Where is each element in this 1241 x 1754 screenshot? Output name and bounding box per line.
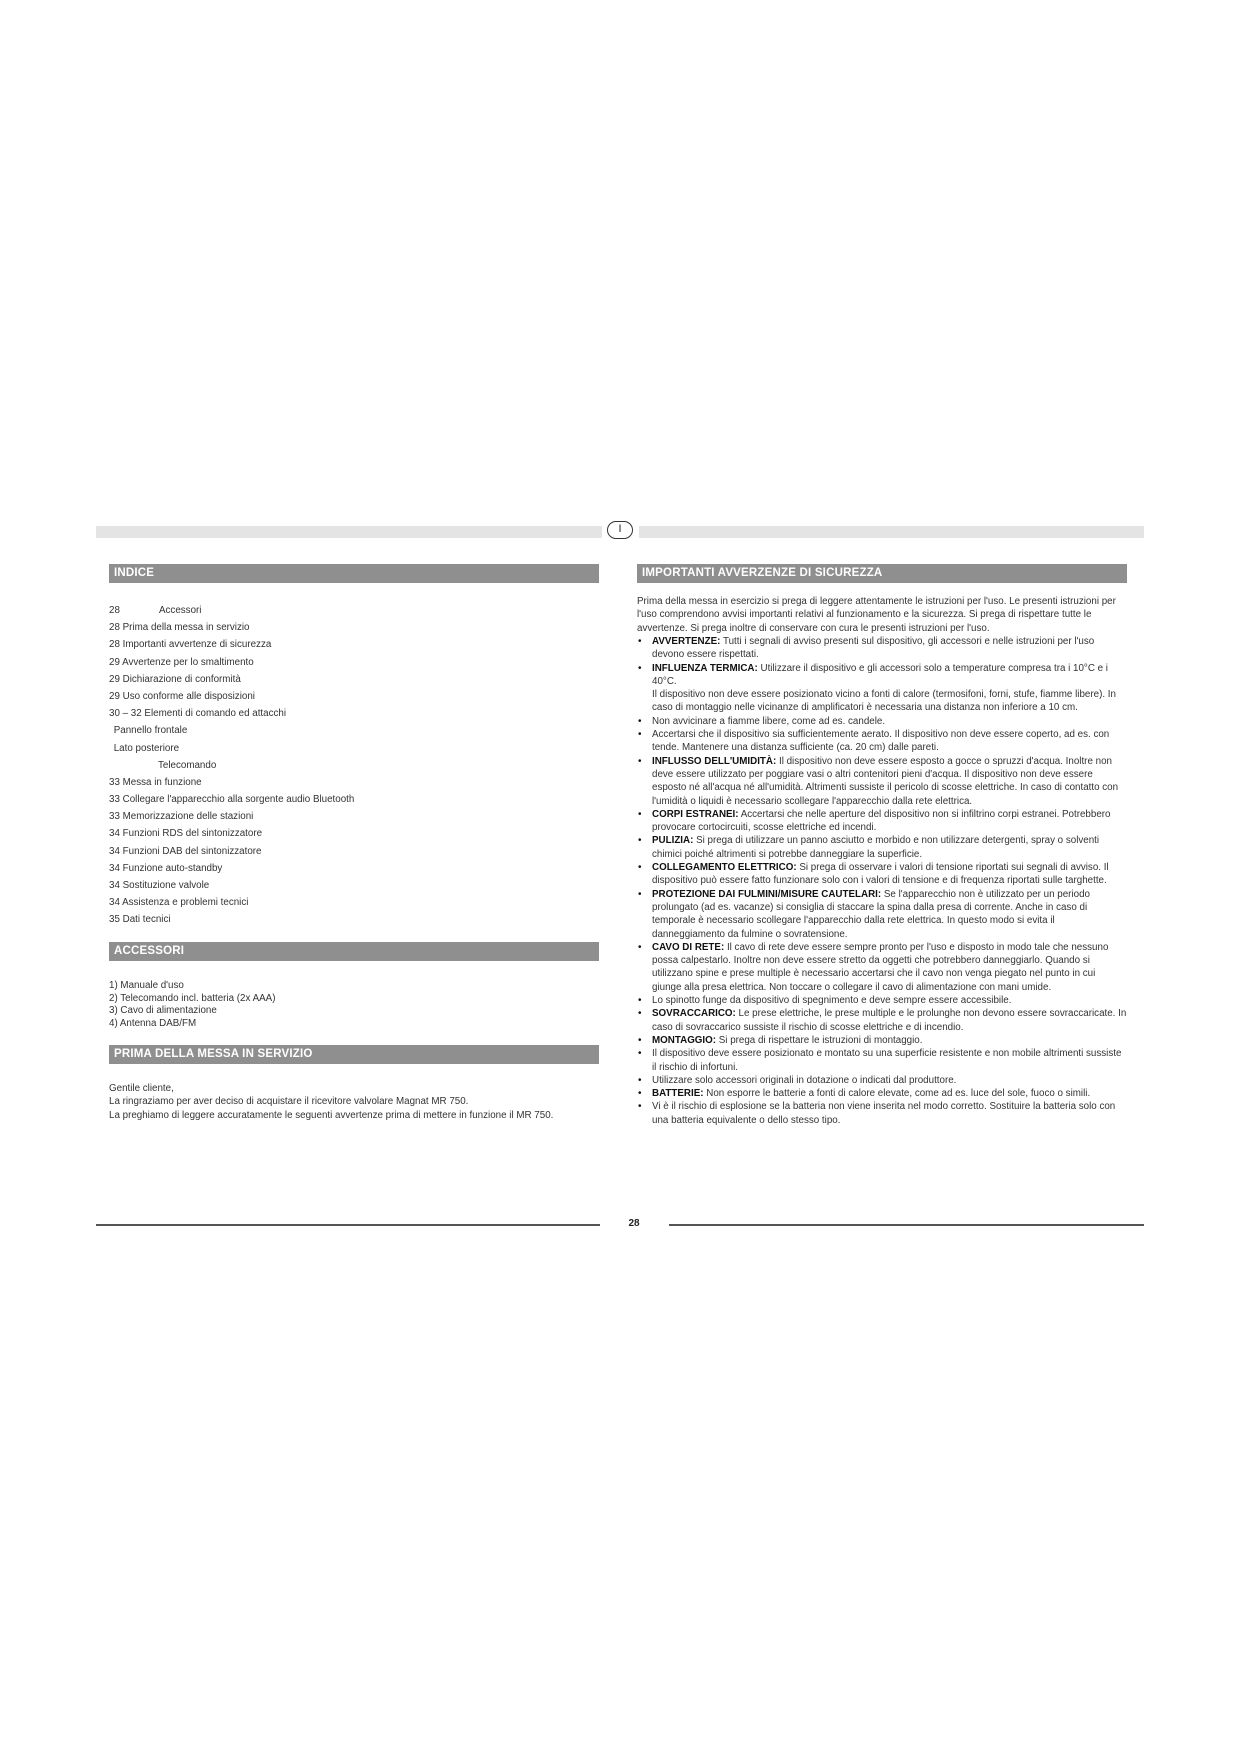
bullet-icon: •: [638, 715, 642, 727]
safety-item: • Lo spinotto funge da dispositivo di spegnimento e deve sempre essere accessibile.: [638, 995, 1012, 1007]
list-item: 2) Telecomando incl. batteria (2x AAA): [109, 992, 276, 1004]
index-heading: INDICE: [109, 564, 599, 583]
safety-item: • CORPI ESTRANEI: Accertarsi che nelle aperture del dispositivo non si infiltrino corpi estranei. Potrebbero provocare cortocircuiti, scosse elettriche ed incendi.: [638, 808, 1111, 834]
before-use-text: [109, 1082, 599, 1122]
bullet-icon: •: [638, 888, 642, 900]
footer-rule-left: [96, 1224, 600, 1226]
bullet-icon: •: [638, 662, 642, 674]
toc-item: 33 Memorizzazione delle stazioni: [109, 811, 254, 823]
bullet-icon: •: [638, 862, 642, 874]
toc-item: 34 Funzioni DAB del sintonizzatore: [109, 845, 262, 857]
list-item: 3) Cavo di alimentazione: [109, 1005, 217, 1017]
safety-item: • CAVO DI RETE: Il cavo di rete deve essere sempre pronto per l'uso e disposto in modo tale che nessuno possa calpestarlo. Inoltre non deve essere stretto da oggetti che potrebbero danneggiarlo. Quando si utilizzano spine e prese multiple è necessario accertarsi che il cavo non venga piegato nel punto in cui giunge alla presa elettrica. Non toccare o collegare il cavo di alimentazione con mani umide.: [638, 941, 1109, 993]
paragraph: La preghiamo di leggere accuratamente le seguenti avvertenze prima di mettere in funzione il MR 750.: [109, 1109, 554, 1121]
toc-item: 28 Importanti avvertenze di sicurezza: [109, 639, 272, 651]
paragraph: La ringraziamo per aver deciso di acquistare il ricevitore valvolare Magnat MR 750.: [109, 1096, 469, 1108]
safety-heading: IMPORTANTI AVVERZENZE DI SICUREZZA: [637, 564, 1127, 583]
safety-item: • SOVRACCARICO: Le prese elettriche, le prese multiple e le prolunghe non devono essere sovraccaricate. In caso di sovraccarico sussiste il rischio di scosse elettriche e di incendio.: [638, 1008, 1127, 1033]
toc-item: 29 Uso conforme alle disposizioni: [109, 690, 255, 702]
paragraph: Gentile cliente,: [109, 1083, 174, 1094]
toc-item: 33 Messa in funzione: [109, 776, 202, 788]
footer-rule-right: [669, 1224, 1144, 1226]
language-badge: I: [607, 521, 633, 539]
toc-item: 33 Collegare l'apparecchio alla sorgente audio Bluetooth: [109, 794, 355, 806]
safety-item: • AVVERTENZE: Tutti i segnali di avviso presenti sul dispositivo, gli accessori e nelle istruzioni per l'uso devono essere rispettati.: [638, 636, 1095, 661]
accessories-heading: ACCESSORI: [109, 942, 599, 961]
table-of-contents: [109, 602, 589, 929]
bullet-icon: •: [638, 1088, 642, 1100]
safety-item: • INFLUENZA TERMICA: Utilizzare il dispositivo e gli accessori solo a temperature compresa tra i 10°C e i 40°C. Il dispositivo non deve essere posizionato vicino a fonti di calore (termosifoni, forni, stufe, fiamme libere). In caso di montaggio nelle vicinanze di amplificatori è necessaria una distanza non inferiore a 10 cm.: [638, 662, 1116, 714]
safety-item: • Il dispositivo deve essere posizionato e montato su una superficie resistente e non mobile altrimenti sussiste il rischio di infortuni.: [638, 1048, 1122, 1073]
header-rule-right: [639, 526, 1144, 538]
safety-item: • Utilizzare solo accessori originali in dotazione o indicati dal produttore.: [638, 1074, 957, 1086]
bullet-icon: •: [638, 1034, 642, 1046]
safety-item: • MONTAGGIO: Si prega di rispettare le istruzioni di montaggio.: [638, 1034, 923, 1046]
safety-item: • Vi è il rischio di esplosione se la batteria non viene inserita nel modo corretto. Sostituire la batteria solo con una batteria equivalente o dello stesso tipo.: [638, 1101, 1116, 1126]
bullet-icon: •: [638, 835, 642, 847]
bullet-icon: •: [638, 1074, 642, 1086]
toc-item: 28 Accessori: [109, 605, 202, 616]
bullet-icon: •: [638, 1101, 642, 1113]
safety-item: • Non avvicinare a fiamme libere, come ad es. candele.: [638, 715, 886, 727]
page-number: 28: [628, 1218, 640, 1229]
toc-item: 29 Avvertenze per lo smaltimento: [109, 656, 254, 668]
safety-item: • COLLEGAMENTO ELETTRICO: Si prega di osservare i valori di tensione riportati sui segnali di avviso. Il dispositivo può essere fatto funzionare solo con i valori di tensione e di frequenza riportati sulle targhette.: [638, 862, 1109, 887]
safety-item: • BATTERIE: Non esporre le batterie a fonti di calore elevate, come ad es. luce del sole, fuoco o simili.: [638, 1088, 1091, 1100]
list-item: 1) Manuale d'uso: [109, 980, 184, 991]
safety-item: • PROTEZIONE DAI FULMINI/MISURE CAUTELARI: Se l'apparecchio non è utilizzato per un periodo prolungato (ad es. vacanze) si consiglia di staccare la spina dalla presa di corrente. Anche in caso di temporale è necessario scollegare l'apparecchio dalla rete elettrica. In questo modo si evita il danneggiamento da fulmine o sovratensione.: [638, 888, 1090, 940]
safety-item: • Accertarsi che il dispositivo sia sufficientemente aerato. Il dispositivo non deve essere coperto, ad es. con tende. Mantenere una distanza sufficiente (ca. 20 cm) dalle pareti.: [638, 729, 1110, 754]
bullet-icon: •: [638, 941, 642, 953]
toc-subitem: Lato posteriore: [113, 742, 180, 754]
toc-item: 35 Dati tecnici: [109, 914, 171, 926]
toc-item: 34 Assistenza e problemi tecnici: [109, 897, 249, 909]
toc-item: 34 Sostituzione valvole: [109, 880, 210, 891]
toc-subitem: Pannello frontale: [113, 725, 188, 737]
bullet-icon: •: [638, 636, 642, 647]
list-item: 4) Antenna DAB/FM: [109, 1017, 197, 1029]
toc-item: 28 Prima della messa in servizio: [109, 622, 250, 634]
accessories-list: [109, 980, 275, 1030]
toc-item: 34 Funzioni RDS del sintonizzatore: [109, 828, 263, 840]
before-use-heading: PRIMA DELLA MESSA IN SERVIZIO: [109, 1045, 599, 1064]
safety-intro: Prima della messa in esercizio si prega di leggere attentamente le istruzioni per l'uso. Le presenti istruzioni per l'uso comprendono avvisi importanti relativi al funzionamento e la sicurezza. Si prega di rispettare tutte le avvertenze. Si prega inoltre di conservare con cura le presenti istruzioni per l'uso.: [637, 596, 1116, 634]
bullet-icon: •: [638, 1008, 642, 1020]
toc-item: 29 Dichiarazione di conformità: [109, 673, 241, 685]
safety-item: • PULIZIA: Si prega di utilizzare un panno asciutto e morbido e non utilizzare detergenti, spray o solventi chimici poiché altrimenti si potrebbe danneggiare la superficie.: [638, 835, 1100, 860]
bullet-icon: •: [638, 995, 642, 1007]
header-rule-left: [96, 526, 602, 538]
bullet-icon: •: [638, 808, 642, 820]
bullet-icon: •: [638, 1048, 642, 1060]
safety-list: [637, 635, 1127, 1127]
toc-subitem: Telecomando: [158, 759, 217, 771]
bullet-icon: •: [638, 755, 642, 767]
safety-item: • INFLUSSO DELL'UMIDITÀ: Il dispositivo non deve essere esposto a gocce o spruzzi d'acqua. Inoltre non deve essere utilizzato per poggiare vasi o altri contenitori pieni d'acqua. Il dispositivo non deve essere esposto né all'acqua né all'umidità. Altrimenti sussiste il pericolo di scosse elettriche. In caso di contatto con l'umidità o liquidi è necessario scollegare l'apparecchio dalla rete elettrica.: [638, 755, 1119, 807]
toc-item: 34 Funzione auto-standby: [109, 862, 223, 874]
toc-item: 30 – 32 Elementi di comando ed attacchi: [109, 708, 287, 720]
bullet-icon: •: [638, 729, 642, 741]
